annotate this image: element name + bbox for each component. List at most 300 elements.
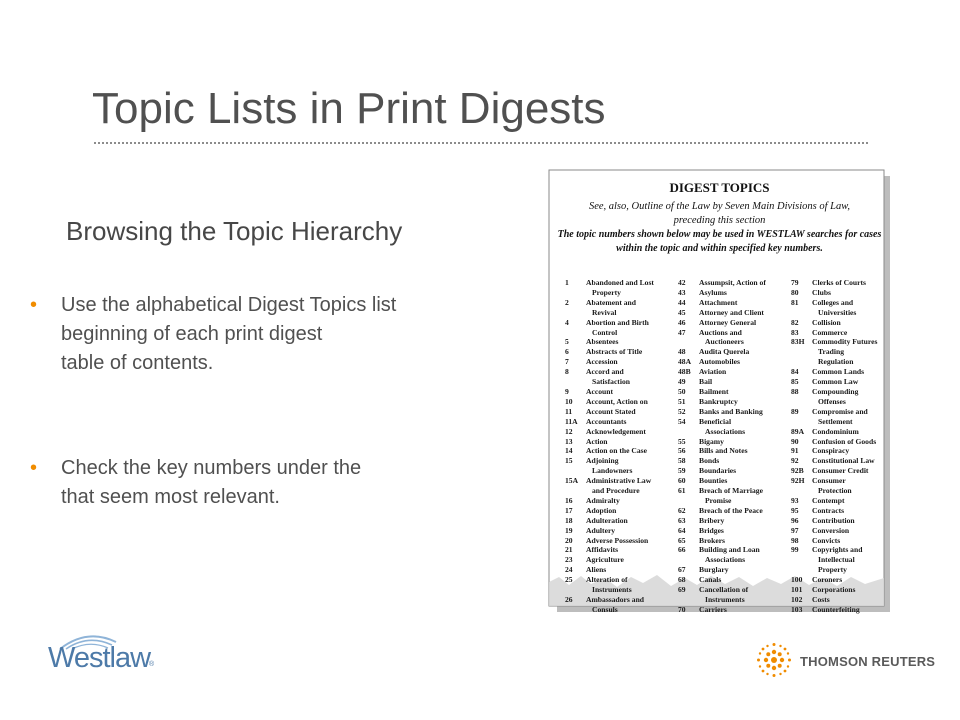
topic-number (678, 595, 699, 605)
topic-name: Adjoining (586, 456, 619, 466)
topic-name: Account (586, 386, 613, 396)
digest-topic-entry (678, 456, 786, 466)
topic-number (678, 337, 699, 347)
topic-name: Auctioneers (705, 337, 744, 347)
topic-name: Colleges and (812, 297, 854, 307)
digest-topic-entry (791, 545, 889, 555)
digest-topic-entry (565, 367, 673, 377)
topic-name: Bounties (699, 476, 728, 486)
topic-name: Common Lands (812, 367, 865, 377)
digest-topic-entry (678, 466, 786, 476)
topic-name: Agriculture (586, 555, 624, 565)
topic-name: Breach of Marriage (699, 486, 763, 496)
topic-number: 66 (678, 545, 686, 555)
topic-number: 81 (791, 297, 799, 307)
topic-number: 90 (791, 436, 799, 446)
digest-note: See, also, Outline of the Law by Seven Main Divisions of Law, preceding this section (588, 201, 851, 226)
topic-name: Beneficial (699, 416, 732, 426)
digest-column-1 (565, 278, 673, 615)
topic-name: Commodity Futures (812, 337, 878, 347)
westlaw-logo (48, 632, 154, 672)
digest-topic-entry (791, 536, 889, 546)
topic-name: Adulteration (586, 515, 628, 525)
topic-name: Burglary (699, 565, 729, 575)
topic-number (565, 466, 586, 476)
topic-name: Abstracts of Title (586, 347, 643, 357)
digest-topic-entry (791, 585, 889, 595)
digest-topic-entry (565, 605, 673, 615)
topic-name: Action (586, 436, 608, 446)
digest-topic-entry (678, 347, 786, 357)
topic-name: Assumpsit, Action of (699, 278, 766, 287)
digest-topic-entry (565, 308, 673, 318)
digest-topic-entry (678, 377, 786, 387)
topic-name: Revival (592, 307, 617, 317)
topic-name: Aliens (586, 565, 607, 575)
digest-topic-entry (565, 565, 673, 575)
topic-name: Copyrights and (812, 545, 863, 555)
topic-number: 23 (565, 555, 573, 565)
digest-topic-entry (565, 427, 673, 437)
topic-number: 84 (791, 367, 799, 377)
topic-name: Attorney General (699, 317, 757, 327)
topic-name: Banks and Banking (699, 406, 763, 416)
topic-name: Account Stated (586, 406, 636, 416)
topic-name: Consumer Credit (812, 466, 869, 476)
topic-number: 16 (565, 495, 573, 505)
topic-name: Consuls (592, 604, 618, 614)
topic-name: Contracts (812, 505, 845, 515)
digest-topic-entry (791, 377, 889, 387)
digest-topic-entry (791, 476, 889, 486)
topic-name: Counterfeiting (812, 604, 860, 614)
digest-topic-entry (678, 318, 786, 328)
digest-topic-entry (791, 446, 889, 456)
topic-number (791, 417, 812, 427)
digest-topic-entry (678, 308, 786, 318)
topic-number (565, 585, 586, 595)
topic-number: 92 (791, 456, 799, 466)
topic-name: Breach of the Peace (699, 505, 763, 515)
digest-topic-entry (565, 298, 673, 308)
topic-name: Clerks of Courts (812, 278, 866, 287)
digest-topic-entry (565, 446, 673, 456)
digest-topic-entry (565, 407, 673, 417)
topic-name: Conversion (812, 525, 850, 535)
digest-topic-entry (678, 298, 786, 308)
topic-number: 92H (791, 476, 805, 486)
topic-number: 1 (565, 278, 569, 287)
bullet-marker: • (30, 457, 38, 479)
topic-name: Bonds (699, 456, 720, 466)
digest-topic-entry (791, 357, 889, 367)
topic-number (791, 308, 812, 318)
topic-name: Bailment (699, 386, 729, 396)
topic-name: Bills and Notes (699, 446, 748, 456)
digest-topic-entry (791, 555, 889, 565)
digest-topic-entry (791, 456, 889, 466)
topic-name: Clubs (812, 287, 831, 297)
topic-name: Instruments (705, 595, 745, 604)
topic-name: Property (592, 287, 621, 297)
digest-topic-entry (565, 337, 673, 347)
digest-topic-entry (565, 397, 673, 407)
topic-number: 64 (678, 525, 686, 535)
topic-name: Action on the Case (586, 446, 647, 456)
topic-name: Aviation (699, 367, 727, 377)
topic-number: 26 (565, 595, 573, 604)
topic-number: 5 (565, 337, 569, 347)
digest-topic-entry (678, 575, 786, 585)
topic-name: Conspiracy (812, 446, 850, 456)
digest-topic-entry (565, 466, 673, 476)
digest-topic-entry (791, 347, 889, 357)
digest-topic-entry (678, 387, 786, 397)
digest-topic-entry (678, 397, 786, 407)
topic-name: Trading (818, 347, 845, 357)
digest-topic-entry (791, 427, 889, 437)
digest-topic-entry (791, 318, 889, 328)
digest-topic-entry (678, 526, 786, 536)
topic-name: Admiralty (586, 495, 620, 505)
topic-number: 85 (791, 377, 799, 387)
topic-number: 102 (791, 595, 803, 604)
topic-name: Audita Querela (699, 347, 750, 357)
topic-number: 13 (565, 436, 573, 446)
topic-name: Contempt (812, 495, 845, 505)
topic-name: Confusion of Goods (812, 436, 877, 446)
topic-number: 48B (678, 367, 691, 377)
digest-topic-entry (791, 298, 889, 308)
title-divider (94, 142, 868, 144)
topic-number (565, 288, 586, 298)
topic-number: 65 (678, 535, 686, 545)
digest-topic-entry (678, 407, 786, 417)
digest-topic-entry (791, 466, 889, 476)
topic-name: Bigamy (699, 436, 724, 446)
topic-name: Ambassadors and (586, 595, 645, 604)
topic-number: 50 (678, 386, 686, 396)
topic-number: 46 (678, 317, 686, 327)
topic-number: 98 (791, 535, 799, 545)
topic-name: Regulation (818, 357, 854, 367)
topic-name: Bankruptcy (699, 396, 738, 406)
topic-number: 93 (791, 495, 799, 505)
topic-number: 44 (678, 297, 686, 307)
topic-number (565, 605, 586, 615)
digest-topic-entry (678, 417, 786, 427)
digest-topic-entry (791, 437, 889, 447)
digest-topic-entry (678, 476, 786, 486)
digest-topic-entry (678, 516, 786, 526)
bullet-line: Use the alphabetical Digest Topics list (61, 294, 397, 316)
topic-number: 103 (791, 604, 803, 614)
topic-name: Compounding (812, 386, 859, 396)
topic-number: 11 (565, 406, 573, 416)
topic-number: 20 (565, 535, 573, 545)
digest-topic-entry (678, 555, 786, 565)
digest-topic-entry (678, 536, 786, 546)
digest-topic-entry (791, 407, 889, 417)
topic-name: Carriers (699, 604, 727, 614)
digest-topic-entry (791, 595, 889, 605)
topic-name: Offenses (818, 396, 846, 406)
topic-number: 56 (678, 446, 686, 456)
topic-name: Convicts (812, 535, 841, 545)
topic-name: Brokers (699, 535, 726, 545)
digest-topic-entry (791, 288, 889, 298)
topic-name: Common Law (812, 377, 859, 387)
digest-topic-entry (791, 526, 889, 536)
topic-name: Abatement and (586, 297, 636, 307)
topic-number: 58 (678, 456, 686, 466)
digest-topic-entry (678, 496, 786, 506)
topic-number: 60 (678, 476, 686, 486)
topic-name: Commerce (812, 327, 848, 337)
topic-number: 97 (791, 525, 799, 535)
digest-topic-entry (565, 506, 673, 516)
topic-number: 70 (678, 604, 686, 614)
digest-topic-entry (565, 516, 673, 526)
topic-name: Costs (812, 595, 830, 604)
slide-title: Topic Lists in Print Digests (92, 84, 606, 133)
topic-name: Constitutional Law (812, 456, 875, 466)
topic-number: 18 (565, 515, 573, 525)
topic-name: Compromise and (812, 406, 868, 416)
digest-topic-entry (678, 595, 786, 605)
topic-name: Bail (699, 377, 713, 387)
topic-name: Alteration of (586, 575, 628, 585)
digest-topic-entry (565, 585, 673, 595)
topic-number: 54 (678, 416, 686, 426)
digest-topic-entry (678, 446, 786, 456)
topic-name: Property (818, 565, 847, 575)
slide-subtitle: Browsing the Topic Hierarchy (66, 216, 403, 246)
bullet-line: beginning of each print digest (61, 323, 323, 345)
topic-name: Adoption (586, 505, 617, 515)
digest-topic-entry (678, 337, 786, 347)
topic-number: 80 (791, 287, 799, 297)
bullet-line: that seem most relevant. (61, 486, 280, 508)
topic-name: Automobiles (699, 357, 740, 367)
topic-number: 49 (678, 377, 686, 387)
topic-number: 101 (791, 585, 803, 595)
topic-number: 24 (565, 565, 573, 575)
digest-topic-entry (565, 545, 673, 555)
digest-topic-entry (678, 367, 786, 377)
topic-number: 6 (565, 347, 569, 357)
topic-name: Acknowledgement (586, 426, 646, 436)
digest-topic-entry (565, 486, 673, 496)
topic-number: 52 (678, 406, 686, 416)
digest-topic-entry (565, 278, 673, 288)
topic-name: Collision (812, 317, 841, 327)
topic-number (565, 328, 586, 338)
digest-topic-entry (791, 367, 889, 377)
topic-number: 89 (791, 406, 799, 416)
topic-number (791, 565, 812, 575)
topic-number (791, 555, 812, 565)
digest-topic-entry (565, 318, 673, 328)
digest-topic-entry (791, 565, 889, 575)
thomson-reuters-sphere-icon (754, 640, 794, 680)
topic-name: Associations (705, 555, 746, 565)
digest-topic-entry (565, 575, 673, 585)
digest-topic-entry (565, 476, 673, 486)
topic-number: 48 (678, 347, 686, 357)
topic-name: Boundaries (699, 466, 737, 476)
topic-name: Accountants (586, 416, 627, 426)
digest-topic-entry (565, 536, 673, 546)
topic-number: 9 (565, 386, 569, 396)
digest-topic-entry (791, 337, 889, 347)
digest-topic-entry (678, 288, 786, 298)
topic-name: Associations (705, 426, 746, 436)
topic-number: 15A (565, 476, 579, 486)
topic-number (565, 377, 586, 387)
digest-topic-entry (565, 526, 673, 536)
digest-topics-page-image (547, 168, 892, 614)
digest-topic-entry (678, 585, 786, 595)
digest-topic-entry (678, 605, 786, 615)
digest-topic-entry (678, 545, 786, 555)
digest-topic-entry (565, 595, 673, 605)
topic-number (791, 357, 812, 367)
digest-topic-entry (565, 555, 673, 565)
digest-topic-entry (791, 605, 889, 615)
digest-topic-entry (678, 357, 786, 367)
digest-topic-entry (565, 417, 673, 427)
topic-name: Intellectual (818, 555, 855, 565)
topic-number: 99 (791, 545, 799, 555)
digest-topic-entry (791, 575, 889, 585)
westlaw-logo-text: Westlaw (48, 642, 151, 674)
topic-name: Landowners (592, 466, 633, 476)
topic-number: 43 (678, 287, 686, 297)
topic-number: 95 (791, 505, 799, 515)
topic-name: Protection (818, 486, 852, 496)
bullet-line: table of contents. (61, 352, 214, 374)
digest-topic-entry (565, 377, 673, 387)
topic-number: 19 (565, 525, 573, 535)
topic-name: Auctions and (699, 327, 742, 337)
topic-name: Accord and (586, 367, 624, 377)
topic-number: 62 (678, 505, 686, 515)
topic-name: Coroners (812, 575, 843, 585)
topic-number: 83H (791, 337, 805, 347)
topic-number: 48A (678, 357, 692, 367)
registered-mark: ® (149, 661, 155, 668)
topic-name: Building and Loan (699, 545, 760, 555)
topic-number: 92B (791, 466, 804, 476)
digest-topic-entry (791, 417, 889, 427)
bullet-line: Check the key numbers under the (61, 457, 362, 479)
topic-name: and Procedure (592, 486, 640, 496)
topic-name: Abandoned and Lost (586, 278, 654, 287)
topic-number: 15 (565, 456, 573, 466)
topic-name: Abortion and Birth (586, 317, 649, 327)
topic-name: Instruments (592, 585, 632, 595)
digest-column-3 (791, 278, 889, 615)
topic-number: 51 (678, 396, 686, 406)
digest-topic-entry (791, 496, 889, 506)
topic-number (791, 347, 812, 357)
topic-name: Administrative Law (586, 476, 652, 486)
bullet-marker: • (30, 294, 38, 316)
digest-topic-entry (565, 456, 673, 466)
topic-name: Control (592, 327, 618, 337)
topic-name: Adverse Possession (586, 535, 649, 545)
topic-name: Bribery (699, 515, 725, 525)
digest-topic-entry (791, 516, 889, 526)
topic-number: 100 (791, 575, 803, 585)
topic-number (678, 427, 699, 437)
topic-number: 45 (678, 307, 686, 317)
topic-number (565, 308, 586, 318)
topic-number: 59 (678, 466, 686, 476)
topic-number (791, 486, 812, 496)
digest-topic-entry (791, 387, 889, 397)
topic-name: Asylums (699, 287, 727, 297)
topic-name: Satisfaction (592, 377, 630, 387)
digest-topic-entry (565, 387, 673, 397)
topic-number: 21 (565, 545, 573, 555)
digest-column-2 (678, 278, 786, 615)
topic-number: 8 (565, 367, 569, 377)
digest-topic-entry (565, 357, 673, 367)
digest-topic-entry (565, 328, 673, 338)
topic-name: Canals (699, 575, 722, 585)
topic-number: 82 (791, 317, 799, 327)
topic-name: Attorney and Client (699, 307, 764, 317)
topic-number (565, 486, 586, 496)
topic-number: 7 (565, 357, 569, 367)
thomson-reuters-logo-text: THOMSON REUTERS (800, 654, 936, 669)
topic-number (678, 496, 699, 506)
digest-topic-entry (565, 437, 673, 447)
topic-name: Adultery (586, 525, 616, 535)
digest-topic-entry (791, 486, 889, 496)
topic-number: 91 (791, 446, 799, 456)
topic-name: Affidavits (586, 545, 619, 555)
topic-number: 17 (565, 505, 573, 515)
topic-number: 42 (678, 278, 686, 287)
topic-number: 79 (791, 278, 799, 287)
digest-topic-entry (791, 397, 889, 407)
digest-topic-entry (565, 496, 673, 506)
digest-topic-entry (791, 328, 889, 338)
digest-topic-entry (791, 278, 889, 288)
topic-name: Attachment (699, 297, 738, 307)
digest-topic-entry (678, 565, 786, 575)
digest-topic-entry (565, 288, 673, 298)
topic-name: Consumer (812, 476, 846, 486)
digest-topic-entry (678, 427, 786, 437)
topic-number: 61 (678, 486, 686, 496)
topic-name: Corporations (812, 585, 856, 595)
topic-number (678, 555, 699, 565)
topic-name: Cancellation of (699, 585, 749, 595)
topic-number: 68 (678, 575, 686, 585)
topic-number: 89A (791, 426, 805, 436)
topic-number: 10 (565, 396, 573, 406)
topic-name: Accession (586, 357, 618, 367)
topic-number: 88 (791, 386, 799, 396)
topic-name: Universities (818, 307, 857, 317)
topic-name: Contribution (812, 515, 855, 525)
topic-number: 2 (565, 297, 569, 307)
topic-name: Promise (705, 495, 732, 505)
